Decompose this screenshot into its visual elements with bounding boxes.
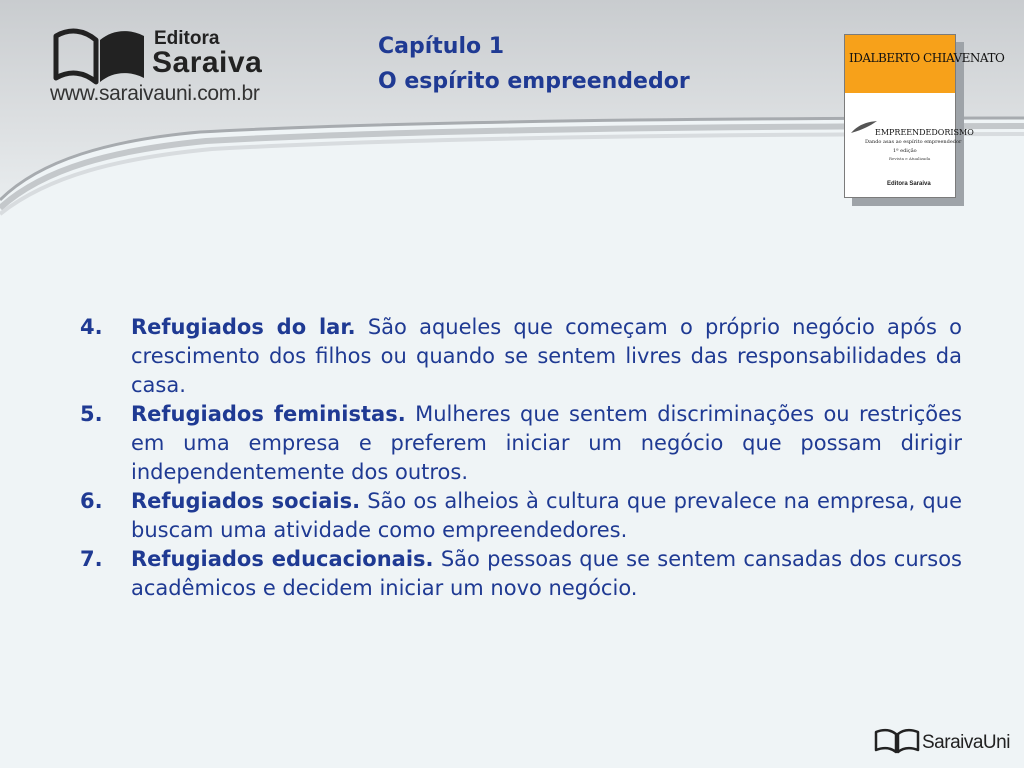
logo-word-editora: Editora bbox=[154, 28, 220, 49]
list-item bbox=[80, 313, 962, 400]
cover-edition: 1ª edição bbox=[893, 148, 917, 154]
footer-logo-text: SaraivaUni bbox=[922, 732, 1010, 753]
open-book-icon bbox=[48, 26, 148, 84]
logo-url[interactable]: www.saraivauni.com.br bbox=[50, 82, 260, 105]
refugee-types-list bbox=[80, 313, 962, 603]
quill-icon bbox=[850, 119, 878, 135]
chapter-subtitle: O espírito empreendedor bbox=[378, 69, 690, 94]
cover-publisher: Editora Saraiva bbox=[887, 181, 931, 187]
item-number: 4. bbox=[80, 315, 103, 339]
item-heading: Refugiados sociais. bbox=[131, 489, 361, 513]
item-text: São pessoas que se sentem cansadas dos cursos acadêmicos e decidem iniciar um novo negócio. bbox=[131, 547, 962, 600]
item-text: Mulheres que sentem discriminações ou restrições em uma empresa e preferem iniciar um negócio que possam dirigir independentemente dos outros. bbox=[131, 402, 962, 484]
item-text: São aqueles que começam o próprio negócio após o crescimento dos filhos ou quando se sentem livres das responsabilidades da casa. bbox=[131, 315, 962, 397]
saraivauni-logo[interactable] bbox=[874, 728, 1018, 758]
open-book-icon bbox=[874, 728, 920, 754]
item-number: 5. bbox=[80, 402, 103, 426]
cover-author: IDALBERTO CHIAVENATO bbox=[849, 51, 1005, 65]
list-item bbox=[80, 487, 962, 545]
item-heading: Refugiados feministas. bbox=[131, 402, 406, 426]
list-item bbox=[80, 400, 962, 487]
cover-edition-note: Revista e Atualizada bbox=[889, 156, 931, 161]
item-number: 7. bbox=[80, 547, 103, 571]
list-item bbox=[80, 545, 962, 603]
item-number: 6. bbox=[80, 489, 103, 513]
item-heading: Refugiados educacionais. bbox=[131, 547, 434, 571]
editora-saraiva-logo[interactable] bbox=[48, 24, 288, 114]
chapter-title: Capítulo 1 bbox=[378, 34, 505, 59]
item-text: São os alheios à cultura que prevalece na empresa, que buscam uma atividade como empreendedores. bbox=[131, 489, 962, 542]
logo-word-saraiva: Saraiva bbox=[152, 46, 263, 79]
cover-subtitle: Dando asas ao espírito empreendedor bbox=[865, 139, 962, 145]
cover-title: EMPREENDEDORISMO bbox=[875, 128, 974, 137]
book-cover bbox=[844, 34, 1005, 198]
item-heading: Refugiados do lar. bbox=[131, 315, 356, 339]
